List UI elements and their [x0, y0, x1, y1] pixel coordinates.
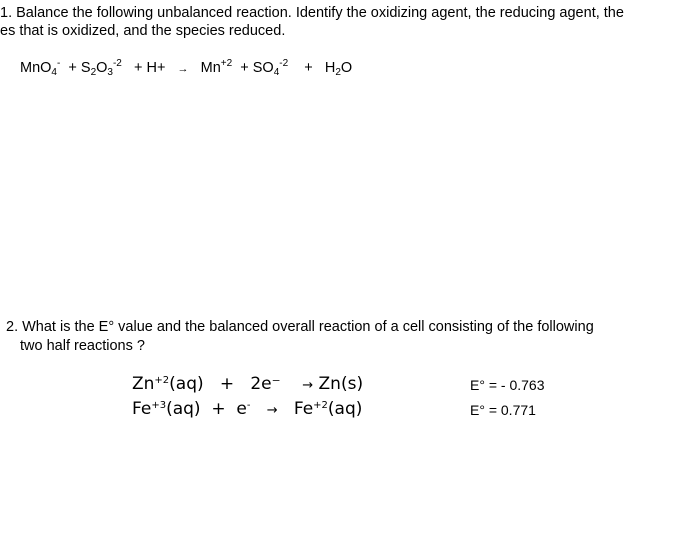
- water: $H_2O$: [324, 60, 353, 78]
- plus-sign: +: [68, 60, 77, 76]
- product: Zn(s): [318, 374, 364, 394]
- permanganate: MnO$_4$-: [20, 58, 61, 78]
- q1-unbalanced-equation: [20, 60, 352, 76]
- q2-line2: two half reactions ?: [20, 338, 145, 354]
- plus-sign: +: [304, 60, 313, 76]
- plus-sign: +: [211, 399, 226, 419]
- half-reaction-zinc: $Zn^{+2}(aq)$ + 2e⁻ → Zn(s): [132, 374, 364, 394]
- hydrogen-ion: H+: [146, 60, 166, 76]
- reaction-arrow: →: [302, 378, 314, 393]
- q1-line2: es that is oxidized, and the species reduced.: [0, 23, 286, 39]
- e-value-iron: E° = 0.771: [470, 402, 536, 418]
- product: $Fe^{+2}(aq)$: [293, 399, 363, 419]
- reaction-arrow: →: [266, 403, 278, 418]
- q1-line1: 1. Balance the following unbalanced reaction. Identify the oxidizing agent, the reducing agent, the: [0, 5, 624, 21]
- plus-sign: +: [133, 60, 143, 76]
- manganese-ion: $Mn^{+2}$: [200, 58, 233, 76]
- e-value-zinc: E° = - 0.763: [470, 377, 545, 393]
- electrons: 2e⁻: [250, 374, 281, 394]
- plus-sign: +: [240, 60, 249, 76]
- thiosulfate: $S_2O_3^{-2}$: [80, 58, 122, 78]
- q2-line1: 2. What is the E° value and the balanced overall reaction of a cell consisting of the following: [6, 319, 594, 335]
- reaction-arrow: →: [177, 63, 189, 75]
- plus-sign: +: [219, 374, 235, 394]
- sulfate: $SO_4^{-2}$: [252, 58, 289, 78]
- half-reaction-iron: $Fe^{+3}(aq) + e^-$ → $Fe^{+2}(aq)$: [132, 399, 363, 419]
- electron: e-: [236, 399, 251, 419]
